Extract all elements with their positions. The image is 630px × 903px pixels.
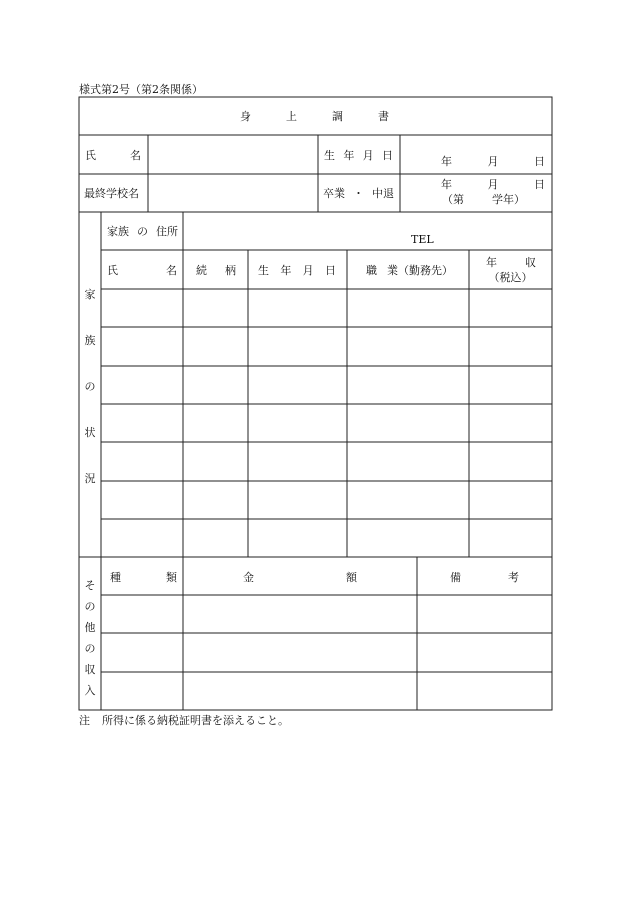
family-header-relation: 続 柄 (196, 264, 236, 277)
table-row[interactable] (101, 595, 552, 633)
other-income-side-label: そ の 他 の 収 入 (84, 579, 96, 697)
table-row[interactable] (101, 481, 552, 519)
name-label: 氏 名 (85, 149, 141, 162)
table-row[interactable] (101, 327, 552, 366)
graduation-date-field[interactable]: 年 月 日 (441, 178, 545, 191)
dob-field[interactable]: 年 月 日 (441, 155, 545, 168)
table-row[interactable] (101, 519, 552, 557)
graduation-status-label: 卒業 ・ 中退 (323, 187, 394, 200)
table-row[interactable] (101, 404, 552, 442)
other-header-remarks: 備 考 (450, 571, 519, 584)
form-number: 様式第2号（第2条関係） (79, 83, 203, 96)
table-row[interactable] (101, 442, 552, 481)
grade-field[interactable]: （第 学年） (442, 193, 525, 206)
name-field[interactable] (150, 137, 316, 172)
footnote: 注 所得に係る納税証明書を添えること。 (79, 714, 289, 727)
family-side-label: 家 族 の 状 況 (84, 288, 96, 485)
family-address-label: 家族 の 住所 (107, 225, 178, 238)
other-header-type: 種 類 (110, 571, 177, 584)
other-header-amount: 金 額 (243, 571, 357, 584)
table-row[interactable] (101, 366, 552, 404)
school-field[interactable] (150, 176, 316, 210)
table-row[interactable] (101, 672, 552, 710)
dob-label: 生 年 月 日 (324, 149, 393, 162)
table-row[interactable] (101, 633, 552, 672)
school-label: 最終学校名 (84, 187, 139, 200)
table-row[interactable] (101, 289, 552, 327)
family-header-income: 年 収 (486, 256, 536, 269)
family-header-job: 職 業（勤務先） (366, 264, 453, 277)
family-header-income-note: （税込） (488, 271, 533, 284)
other-income-table-body (101, 595, 552, 710)
document-title: 身 上 調 書 (240, 110, 389, 123)
family-table-body (101, 289, 552, 557)
family-header-name: 氏 名 (107, 264, 177, 277)
family-header-dob: 生 年 月 日 (258, 264, 336, 277)
tel-label: TEL (411, 233, 434, 246)
